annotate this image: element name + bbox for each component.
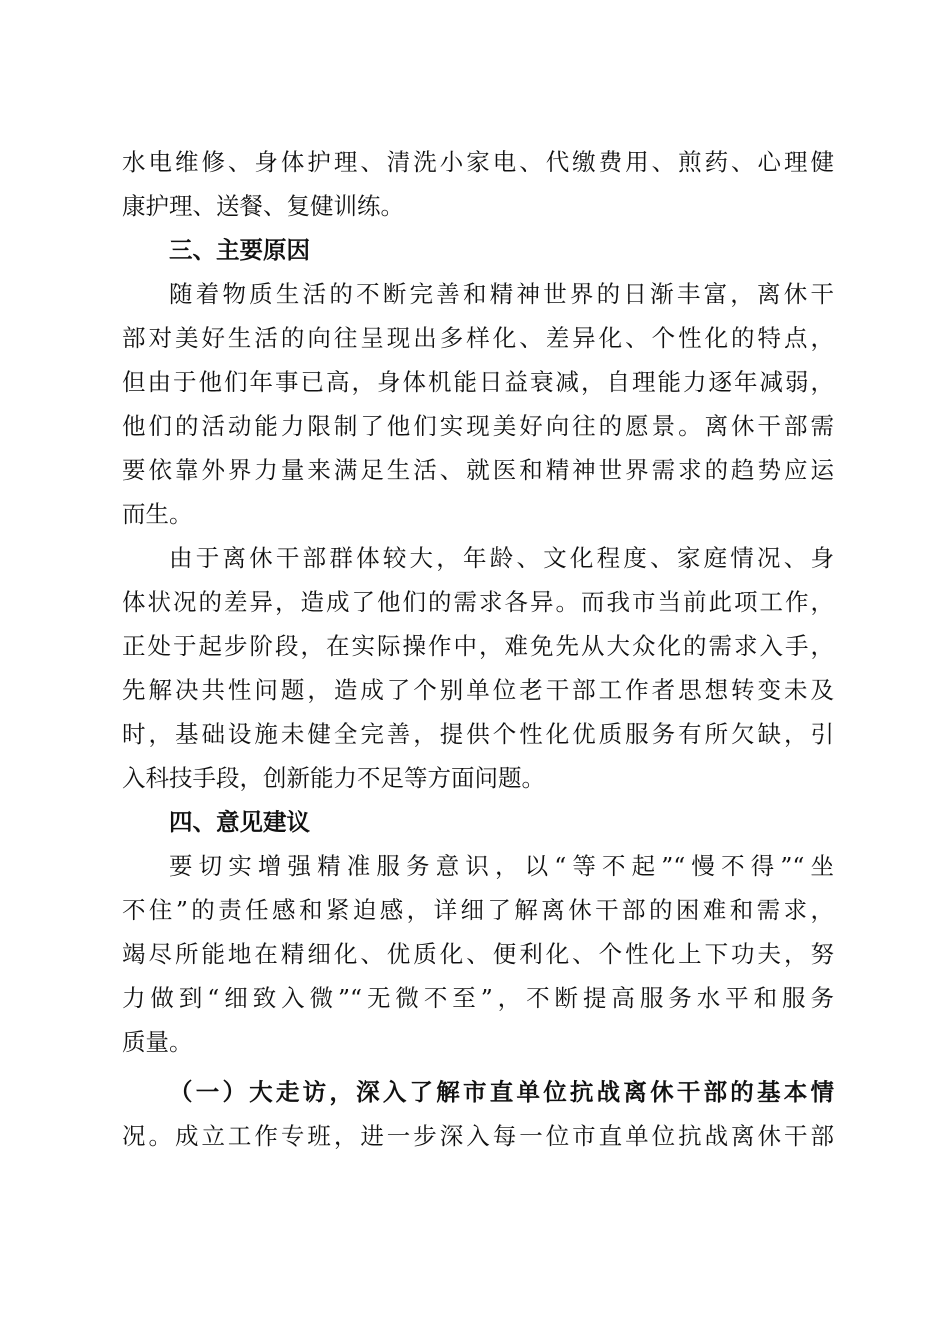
text-line: 不住”的责任感和紧迫感，详细了解离休干部的困难和需求， bbox=[122, 896, 834, 924]
text-line: 质量。 bbox=[122, 1028, 193, 1056]
text-line: 先解决共性问题，造成了个别单位老干部工作者思想转变未及 bbox=[122, 676, 834, 704]
paragraph-services-list bbox=[122, 140, 834, 228]
text-line: 竭尽所能地在精细化、优质化、便利化、个性化上下功夫，努 bbox=[122, 940, 834, 968]
text-line: 时，基础设施未健全完善，提供个性化优质服务有所欠缺，引 bbox=[122, 720, 834, 748]
text-line: 随着物质生活的不断完善和精神世界的日渐丰富，离休干 bbox=[169, 280, 834, 308]
section-heading-main-reasons: 三、主要原因 bbox=[169, 236, 310, 264]
section-heading-suggestions: 四、意见建议 bbox=[169, 808, 310, 836]
paragraph-visits bbox=[122, 1070, 834, 1158]
text-line: 水电维修、身体护理、清洗小家电、代缴费用、煎药、心理健 bbox=[122, 148, 834, 176]
document-body bbox=[122, 140, 834, 1158]
text-line: 要切实增强精准服务意识，以“等不起”“慢不得”“坐 bbox=[169, 852, 834, 880]
text-line: 但由于他们年事已高，身体机能日益衰减，自理能力逐年减弱， bbox=[122, 368, 834, 396]
paragraph-reasons-2 bbox=[122, 536, 834, 800]
text-line: 他们的活动能力限制了他们实现美好向往的愿景。离休干部需 bbox=[122, 412, 834, 440]
paragraph-suggestions bbox=[122, 844, 834, 1064]
text-line: 由于离休干部群体较大，年龄、文化程度、家庭情况、身 bbox=[169, 544, 834, 572]
subheading-line: （一）大走访，深入了解市直单位抗战离休干部的基本情 bbox=[169, 1078, 834, 1106]
text-line: 部对美好生活的向往呈现出多样化、差异化、个性化的特点， bbox=[122, 324, 834, 352]
text-line: 入科技手段，创新能力不足等方面问题。 bbox=[122, 764, 545, 792]
text-line: 况。成立工作专班，进一步深入每一位市直单位抗战离休干部 bbox=[122, 1122, 834, 1150]
text-line: 而生。 bbox=[122, 500, 193, 528]
text-line: 力做到“细致入微”“无微不至”，不断提高服务水平和服务 bbox=[122, 984, 834, 1012]
text-line: 康护理、送餐、复健训练。 bbox=[122, 192, 404, 220]
text-line: 体状况的差异，造成了他们的需求各异。而我市当前此项工作， bbox=[122, 588, 834, 616]
text-line: 要依靠外界力量来满足生活、就医和精神世界需求的趋势应运 bbox=[122, 456, 834, 484]
text-line: 正处于起步阶段，在实际操作中，难免先从大众化的需求入手， bbox=[122, 632, 834, 660]
paragraph-reasons-1 bbox=[122, 272, 834, 536]
